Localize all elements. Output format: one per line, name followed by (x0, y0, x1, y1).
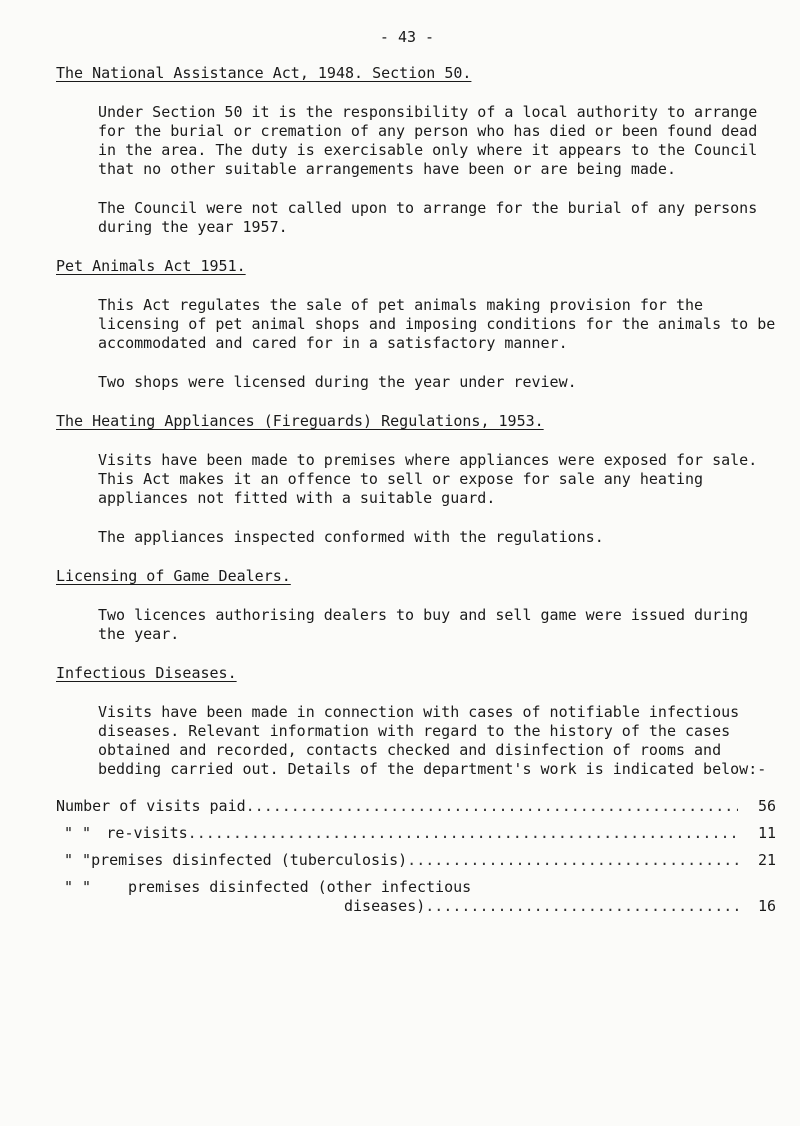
document-page (56, 28, 776, 924)
stat-row-visits-paid (56, 797, 776, 816)
stat-label: re-visits (106, 824, 188, 842)
leader-dots (188, 824, 738, 843)
stat-value: 11 (757, 824, 776, 842)
paragraph: This Act regulates the sale of pet animals making provision for the licensing of pet animal shops and imposing conditions for the animals to be accommodated and cared for in a satisfactory manner. (98, 296, 776, 352)
stat-value: 56 (757, 797, 776, 815)
section-heading-pet-animals-act: Pet Animals Act 1951. (56, 257, 246, 275)
section-heading-licensing-game-dealers: Licensing of Game Dealers. (56, 567, 291, 585)
paragraph: Under Section 50 it is the responsibility of a local authority to arrange for the burial or cremation of any person who has died or been found dead in the area. The duty is exercisable only where it appears to the Council that no other suitable arrangements have been or are being made. (98, 103, 758, 178)
ditto-mark: " " (64, 851, 92, 869)
leader-dots (407, 851, 738, 870)
leader-dots (425, 897, 738, 916)
statistics-list (56, 797, 776, 916)
leader-dots (246, 797, 738, 816)
paragraph: Visits have been made to premises where appliances were exposed for sale. This Act makes it an offence to sell or expose for sale any heating appliances not fitted with a suitable guard. (98, 451, 758, 507)
stat-label: premises disinfected (tuberculosis) (91, 851, 408, 869)
stat-value: 21 (757, 851, 776, 869)
stat-row-premises-other-continued (56, 897, 776, 916)
stat-row-re-visits (56, 824, 776, 843)
paragraph: The Council were not called upon to arrange for the burial of any persons during the year 1957. (98, 199, 758, 236)
paragraph: The appliances inspected conformed with the regulations. (98, 528, 604, 546)
stat-label-continuation: diseases) (344, 897, 426, 915)
stat-label: Number of visits paid (56, 797, 246, 815)
section-heading-infectious-diseases: Infectious Diseases. (56, 664, 237, 682)
page-number: - 43 - (379, 28, 435, 46)
paragraph: Visits have been made in connection with cases of notifiable infectious diseases. Relevant information with regard to the history of the cases obtained and recorded, contacts checked and disinfection of rooms and bedding carried out. Details of the department's work is indicated below:- (98, 703, 767, 778)
paragraph: Two shops were licensed during the year under review. (98, 373, 577, 391)
ditto-mark: " " (64, 824, 92, 842)
stat-label: premises disinfected (other infectious (128, 878, 472, 896)
stat-value: 16 (757, 897, 776, 915)
section-heading-national-assistance-act: The National Assistance Act, 1948. Section 50. (56, 64, 472, 82)
ditto-mark: " " (64, 878, 92, 896)
paragraph: Two licences authorising dealers to buy and sell game were issued during the year. (98, 606, 749, 643)
stat-row-premises-other (56, 878, 776, 897)
stat-row-premises-tuberculosis (56, 851, 776, 870)
section-heading-heating-appliances-regulations: The Heating Appliances (Fireguards) Regulations, 1953. (56, 412, 544, 430)
